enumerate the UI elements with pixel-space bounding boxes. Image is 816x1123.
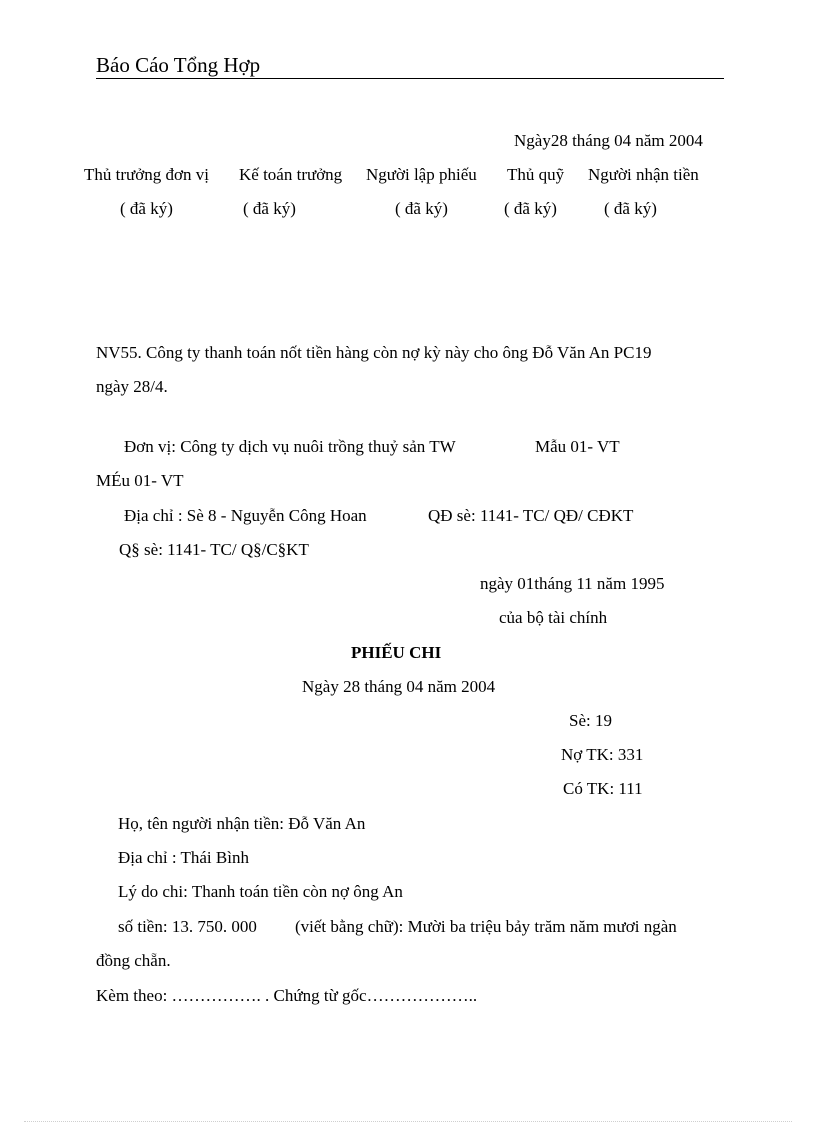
voucher-payment-reason: Lý do chi: Thanh toán tiền còn nợ ông An (118, 882, 403, 901)
transaction-description: NV55. Công ty thanh toán nốt tiền hàng còn nợ kỳ này cho ông Đỗ Văn An PC19 (96, 343, 652, 362)
voucher-date: Ngày 28 tháng 04 năm 2004 (302, 677, 496, 696)
voucher-debit-account: Nợ TK: 331 (561, 745, 644, 764)
voucher-decision-number-alt: Q§ sè: 1141- TC/ Q§/C§KT (119, 540, 309, 559)
voucher-title: PHIẾU CHI (351, 643, 442, 662)
voucher-credit-account: Có TK: 111 (563, 779, 643, 798)
signature-date: Ngày28 tháng 04 năm 2004 (514, 131, 703, 150)
voucher-decision-issuer: của bộ tài chính (499, 608, 608, 627)
voucher-recipient-address: Địa chỉ : Thái Bình (118, 848, 249, 867)
voucher-decision-number: QĐ sè: 1141- TC/ QĐ/ CĐKT (428, 506, 634, 525)
voucher-unit: Đơn vị: Công ty dịch vụ nuôi trồng thuỷ sản TW (124, 437, 456, 456)
page-bottom-border (24, 1121, 792, 1122)
signed-status-head-of-unit: ( đã ký) (120, 199, 173, 218)
voucher-decision-date: ngày 01tháng 11 năm 1995 (480, 574, 665, 593)
voucher-unit-address: Địa chỉ : Sè 8 - Nguyễn Công Hoan (124, 506, 367, 525)
voucher-form-code: Mẫu 01- VT (535, 437, 620, 456)
role-recipient: Người nhận tiền (588, 165, 699, 184)
role-chief-accountant: Kế toán trưởng (239, 165, 343, 184)
voucher-form-code-alt: MÉu 01- VT (96, 471, 184, 490)
voucher-attachments: Kèm theo: ……………. . Chứng từ gốc……………….. (96, 986, 478, 1005)
signed-status-recipient: ( đã ký) (604, 199, 657, 218)
signed-status-chief-accountant: ( đã ký) (243, 199, 296, 218)
voucher-amount-in-words: (viết bằng chữ): Mười ba triệu bảy trăm năm mươi ngàn (295, 917, 677, 936)
role-head-of-unit: Thủ trưởng đơn vị (84, 165, 209, 184)
voucher-number: Sè: 19 (569, 711, 612, 730)
report-header-title: Báo Cáo Tổng Hợp (96, 53, 261, 77)
signed-status-voucher-preparer: ( đã ký) (395, 199, 448, 218)
signed-status-cashier: ( đã ký) (504, 199, 557, 218)
transaction-description-cont: ngày 28/4. (96, 377, 168, 396)
role-cashier: Thủ quỹ (507, 165, 565, 184)
voucher-amount-in-words-cont: đồng chẵn. (96, 951, 171, 970)
role-voucher-preparer: Người lập phiếu (366, 165, 477, 184)
voucher-recipient-name: Họ, tên người nhận tiền: Đỗ Văn An (118, 814, 366, 833)
header-underline (96, 78, 724, 79)
voucher-amount: số tiền: 13. 750. 000 (118, 917, 257, 936)
